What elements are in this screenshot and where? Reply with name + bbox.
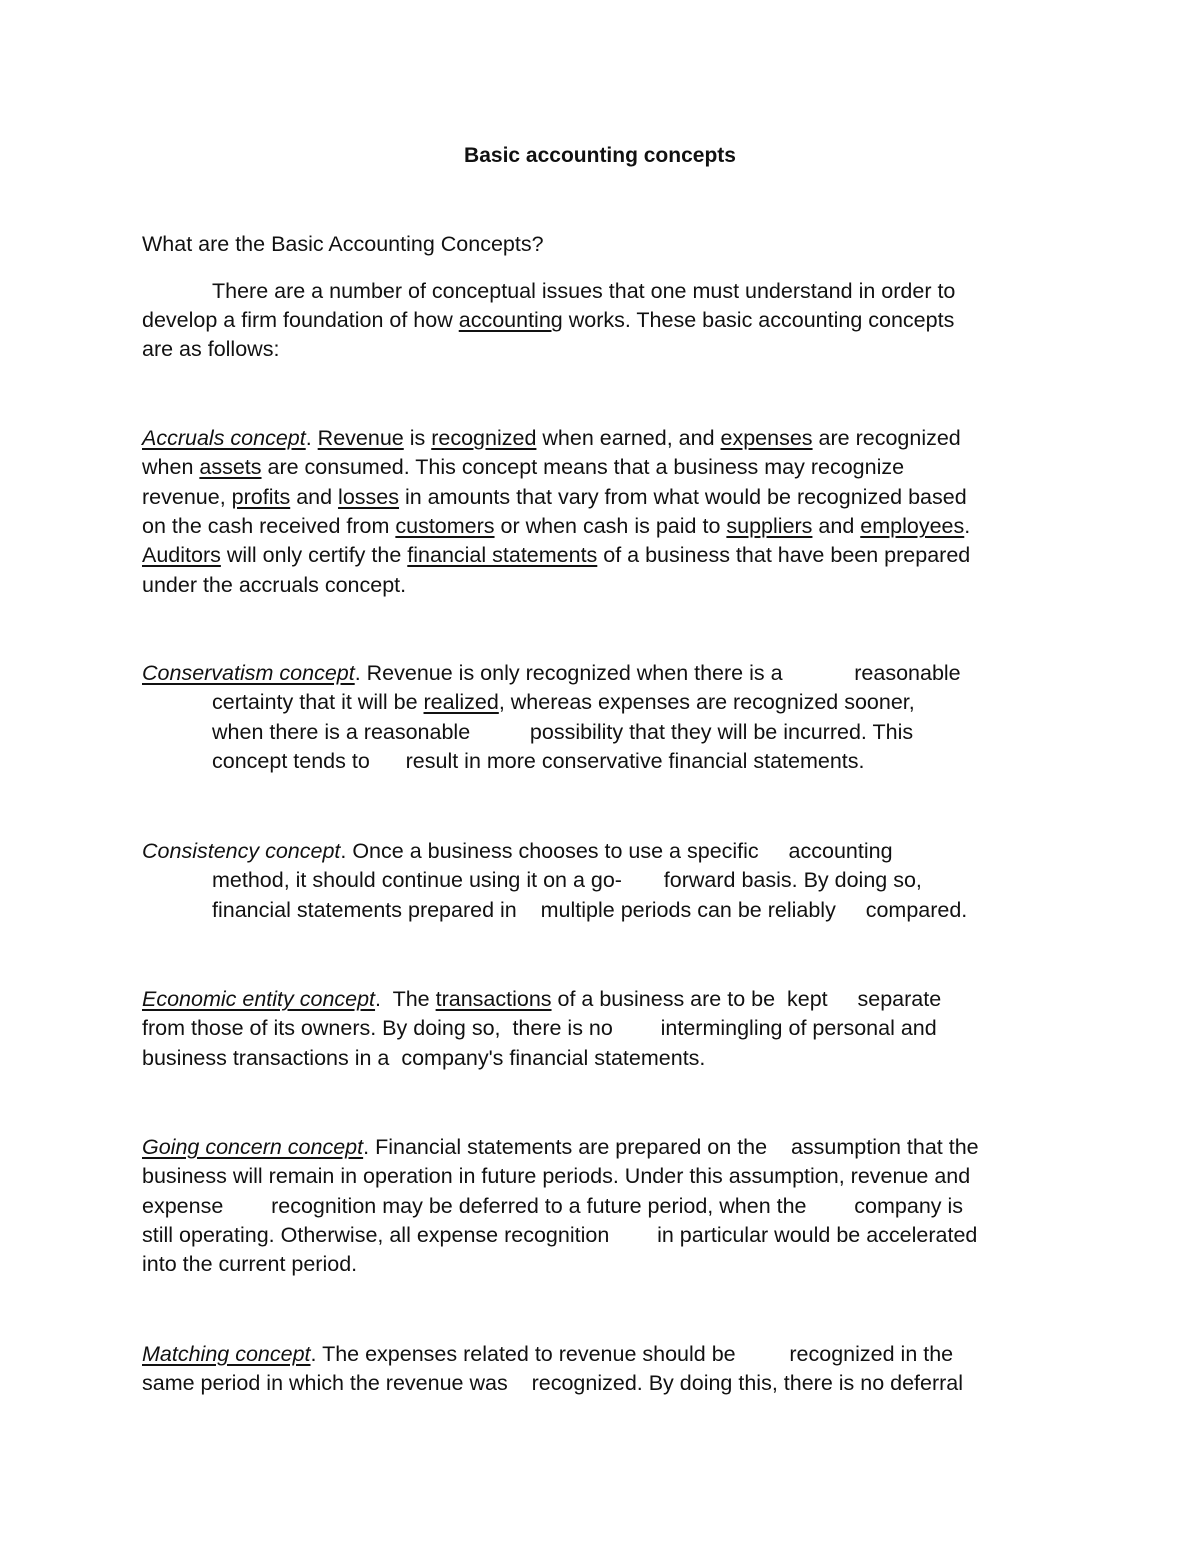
text-run: will only certify the: [220, 543, 408, 567]
text-run: when earned, and: [536, 426, 721, 450]
text-run: into the current period.: [142, 1252, 358, 1276]
text-run: revenue,: [142, 485, 232, 509]
underlined-term: Conservatism concept: [142, 661, 355, 685]
concept-body-line: [212, 866, 922, 895]
concept-body-line: [142, 453, 904, 482]
underlined-term: realized: [423, 690, 499, 714]
text-run: same period in which the revenue was recognized. By doing this, there is no deferral: [142, 1371, 964, 1395]
concept-body-line: [142, 1192, 963, 1221]
concept-body-line: [212, 747, 865, 776]
text-run: on the cash received from: [142, 514, 396, 538]
underlined-term: recognized: [431, 426, 537, 450]
text-run: . The: [375, 987, 436, 1011]
text-run: are consumed. This concept means that a business may recognize: [261, 455, 905, 479]
underlined-term: profits: [231, 485, 291, 509]
text-run: . Revenue is only recognized when there is a reasonable: [354, 661, 961, 685]
underlined-term: Revenue: [317, 426, 404, 450]
underlined-term: expenses: [720, 426, 813, 450]
text-run: expense recognition may be deferred to a future period, when the company is: [142, 1194, 964, 1218]
concept-heading-line: [142, 1133, 979, 1162]
text-run: concept tends to result in more conservative financial statements.: [212, 749, 865, 773]
underlined-term: employees: [860, 514, 965, 538]
text-run: under the accruals concept.: [142, 573, 407, 597]
text-run: . Once a business chooses to use a specific accounting: [340, 839, 893, 863]
text-run: .: [305, 426, 318, 450]
underlined-term: accounting: [458, 308, 563, 332]
underlined-term: Economic entity concept: [142, 987, 376, 1011]
underlined-term: assets: [199, 455, 262, 479]
intro-line: [212, 277, 955, 306]
concept-body-line: [142, 541, 970, 570]
concept-body-line: [142, 1162, 970, 1191]
concept-body-line: [142, 1044, 705, 1073]
text-run: .: [964, 514, 971, 538]
concept-heading-line: [142, 1340, 953, 1369]
document-title: Basic accounting concepts: [464, 144, 736, 167]
concept-body-line: [142, 1221, 977, 1250]
text-run: is: [403, 426, 432, 450]
text-run: business transactions in a company's financial statements.: [142, 1046, 706, 1070]
text-run: in amounts that vary from what would be recognized based: [399, 485, 967, 509]
concept-body-line: [142, 571, 406, 600]
underlined-term: Auditors: [142, 543, 221, 567]
underlined-term: Going concern concept: [142, 1135, 364, 1159]
concept-body-line: [212, 688, 915, 717]
text-run: and: [812, 514, 861, 538]
text-run: develop a firm foundation of how: [142, 308, 459, 332]
text-run: from those of its owners. By doing so, there is no intermingling of personal and: [142, 1016, 937, 1040]
concept-body-line: [142, 1369, 963, 1398]
underlined-term: losses: [338, 485, 399, 509]
text-run: and: [290, 485, 339, 509]
concept-body-line: [212, 718, 913, 747]
text-run: Consistency concept: [142, 839, 341, 863]
text-run: There are a number of conceptual issues that one must understand in order to: [212, 279, 956, 303]
concept-body-line: [142, 1250, 357, 1279]
text-run: or when cash is paid to: [494, 514, 727, 538]
text-run: . The expenses related to revenue should be recognized in the: [310, 1342, 954, 1366]
text-run: still operating. Otherwise, all expense recognition in particular would be accelerated: [142, 1223, 978, 1247]
concept-body-line: [142, 1014, 937, 1043]
concept-body-line: [142, 483, 967, 512]
text-run: . Financial statements are prepared on the assumption that the: [363, 1135, 979, 1159]
text-run: when there is a reasonable possibility that they will be incurred. This: [212, 720, 914, 744]
text-run: are as follows:: [142, 337, 280, 361]
intro-line: [142, 335, 279, 364]
text-run: business will remain in operation in future periods. Under this assumption, revenue and: [142, 1164, 971, 1188]
text-run: of a business that have been prepared: [597, 543, 971, 567]
concept-heading-line: [142, 659, 961, 688]
concept-heading-line: [142, 985, 941, 1014]
text-run: method, it should continue using it on a go- forward basis. By doing so,: [212, 868, 922, 892]
underlined-term: suppliers: [726, 514, 813, 538]
question-heading: What are the Basic Accounting Concepts?: [142, 232, 544, 256]
concept-body-line: [212, 896, 967, 925]
text-run: , whereas expenses are recognized sooner,: [498, 690, 915, 714]
text-run: of a business are to be kept separate: [551, 987, 942, 1011]
text-run: works. These basic accounting concepts: [562, 308, 955, 332]
text-run: certainty that it will be: [212, 690, 424, 714]
underlined-term: transactions: [435, 987, 552, 1011]
concept-body-line: [142, 512, 970, 541]
text-run: when: [142, 455, 200, 479]
concept-heading-line: [142, 837, 893, 866]
intro-line: [142, 306, 954, 335]
text-run: financial statements prepared in multiple periods can be reliably compared.: [212, 898, 968, 922]
underlined-term: Matching concept: [142, 1342, 311, 1366]
concept-heading-line: [142, 424, 961, 453]
underlined-term: Accruals concept: [142, 426, 306, 450]
underlined-term: customers: [395, 514, 495, 538]
underlined-term: financial statements: [407, 543, 598, 567]
text-run: are recognized: [812, 426, 961, 450]
